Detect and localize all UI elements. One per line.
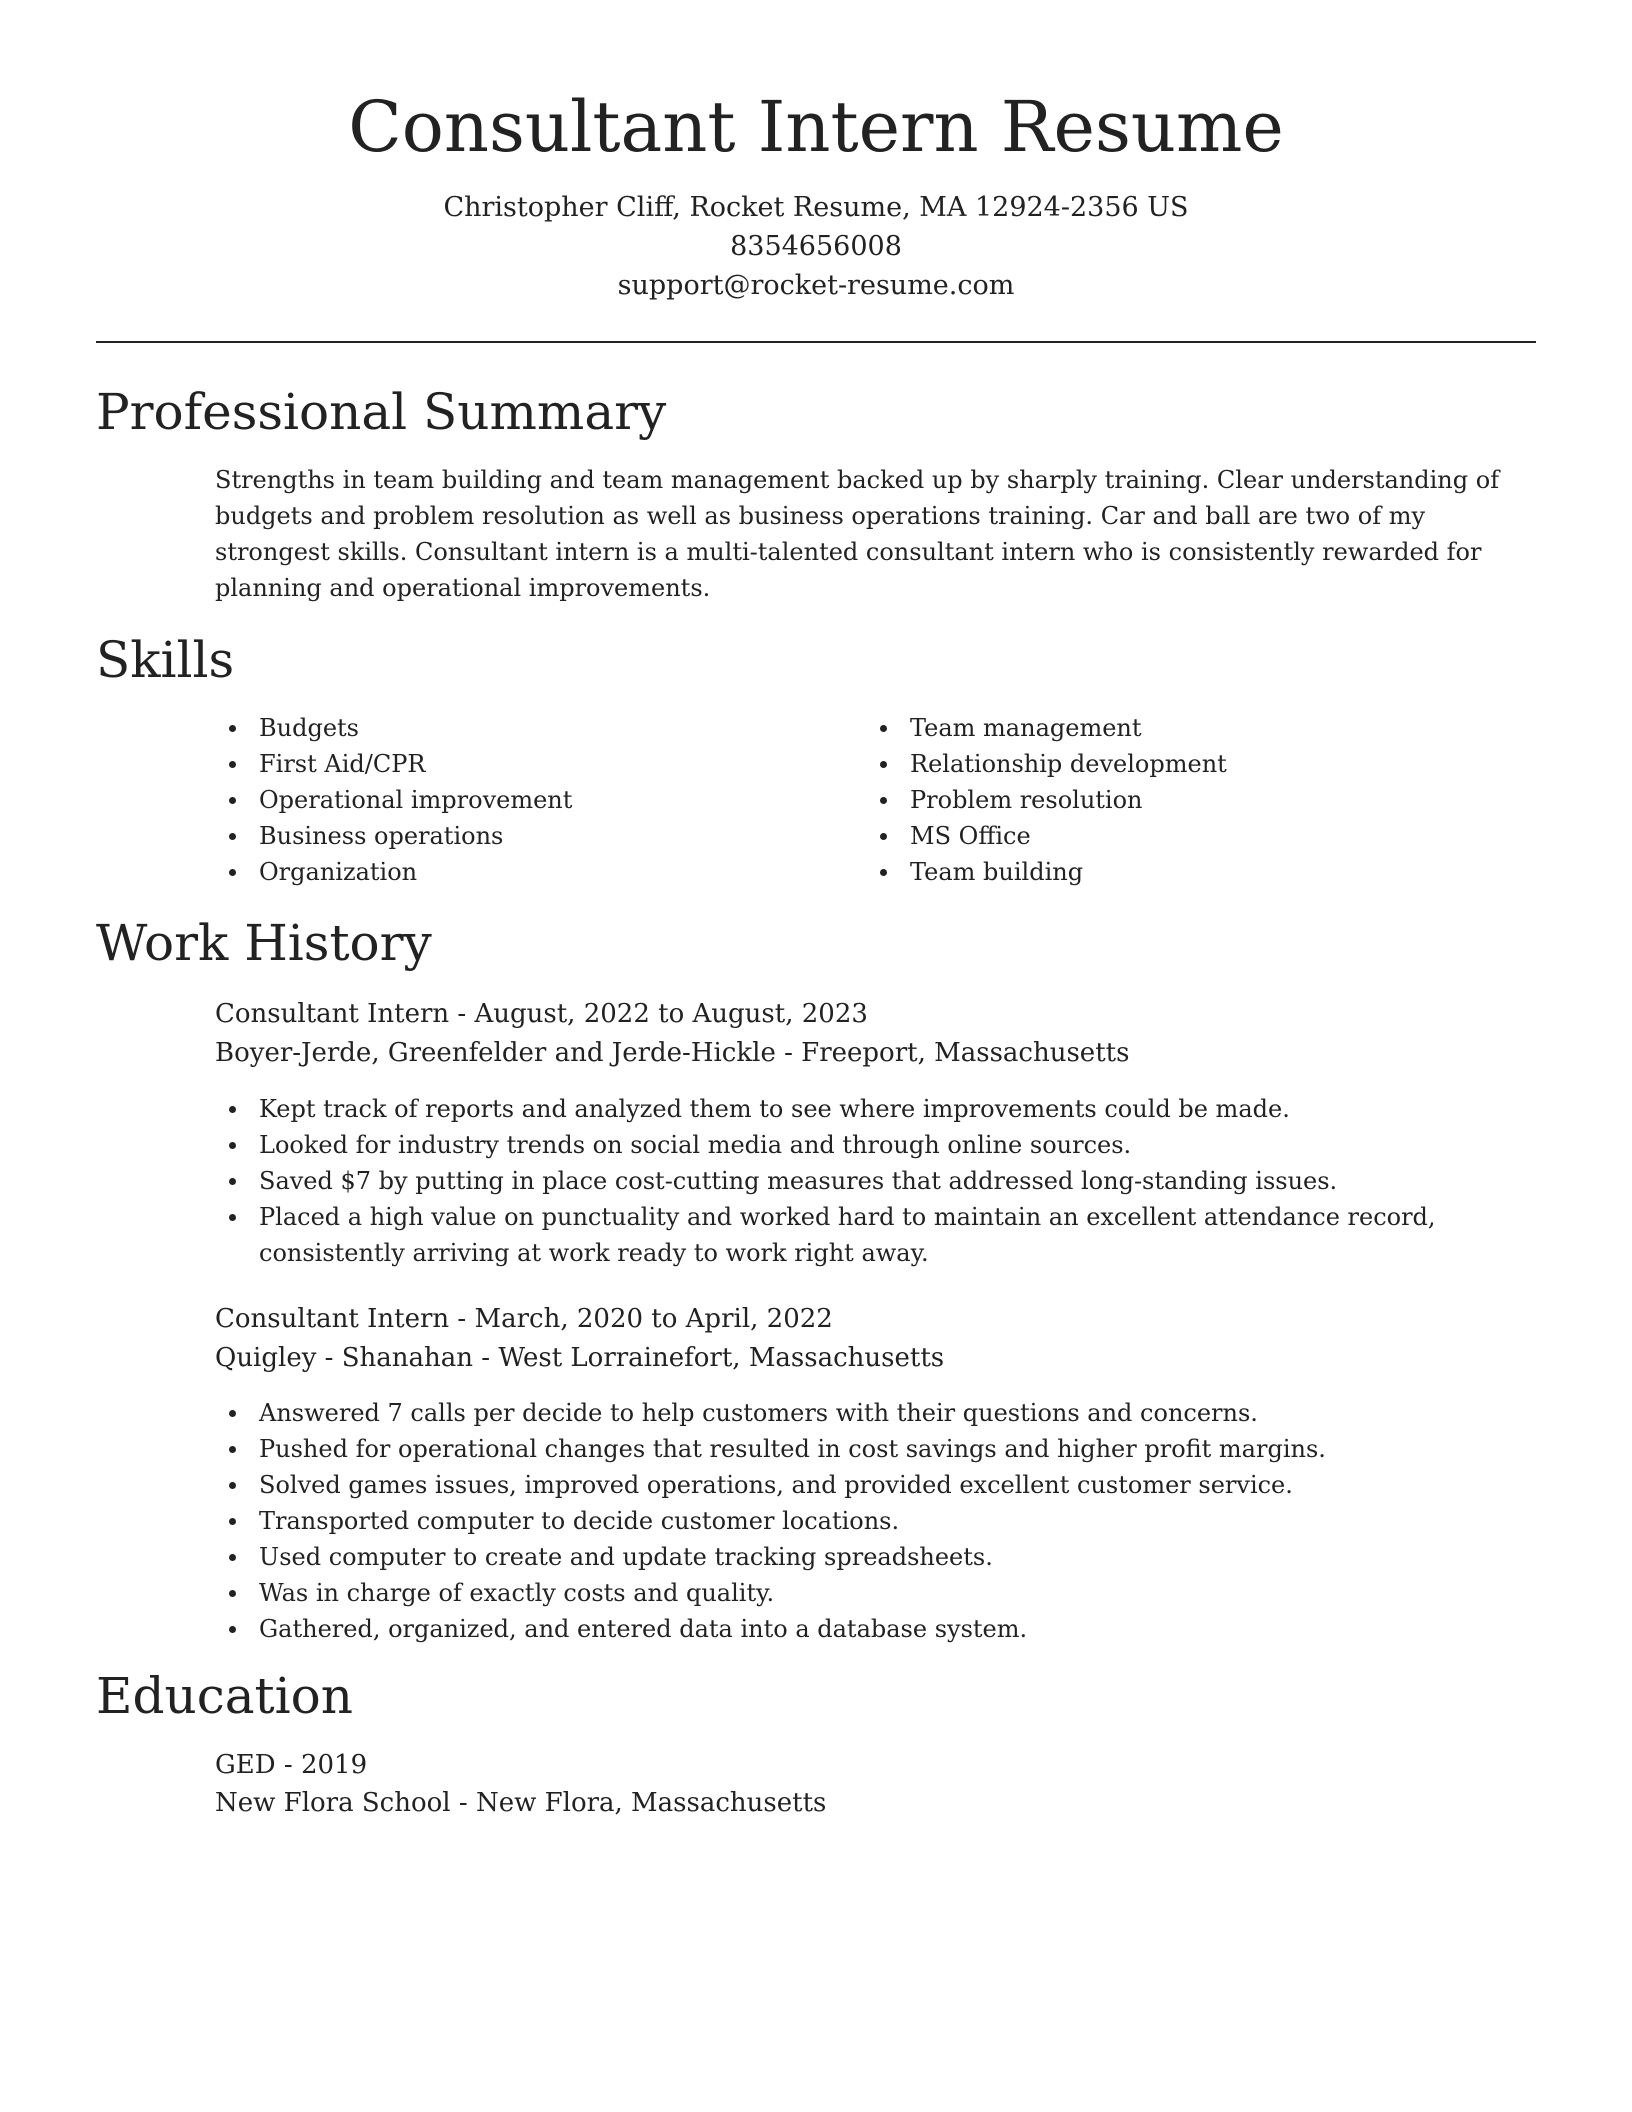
education-school-line bbox=[215, 1784, 826, 1822]
contact-phone: 8354656008 bbox=[730, 231, 902, 262]
job-bullet: Gathered, organized, and entered data into a database system. bbox=[215, 1611, 1535, 1647]
education-year: 2019 bbox=[300, 1750, 368, 1780]
resume-title: Consultant Intern Resume bbox=[348, 86, 1284, 168]
separator: - bbox=[481, 1343, 499, 1373]
contact-block bbox=[0, 188, 1632, 305]
skill-item: MS Office bbox=[866, 818, 1227, 854]
separator: - bbox=[458, 1788, 476, 1818]
job-bullet: Used computer to create and update tracking spreadsheets. bbox=[215, 1539, 1535, 1575]
job-location: West Lorrainefort, Massachusetts bbox=[498, 1343, 945, 1373]
skill-item: Operational improvement bbox=[215, 782, 572, 818]
skill-item: Team management bbox=[866, 710, 1227, 746]
summary-heading: Professional Summary bbox=[96, 383, 667, 441]
skills-list-left bbox=[215, 710, 572, 890]
job-1-title-line bbox=[215, 995, 868, 1033]
job-1-bullets bbox=[215, 1091, 1535, 1271]
job-bullet: Pushed for operational changes that resulted in cost savings and higher profit margins. bbox=[215, 1431, 1535, 1467]
job-2-bullets bbox=[215, 1395, 1535, 1647]
job-bullet: Solved games issues, improved operations, and provided excellent customer service. bbox=[215, 1467, 1535, 1503]
job-bullet: Placed a high value on punctuality and worked hard to maintain an excellent attendance record, consistently arriving at work ready to work right away. bbox=[215, 1199, 1535, 1271]
job-bullet: Answered 7 calls per decide to help customers with their questions and concerns. bbox=[215, 1395, 1535, 1431]
contact-address: Christopher Cliff, Rocket Resume, MA 12924-2356 US bbox=[443, 192, 1189, 223]
separator: - bbox=[784, 1038, 802, 1068]
summary-text: Strengths in team building and team management backed up by sharply training. Clear understanding of budgets and problem resolution as well as business operations training. Car and ball are two of my strongest skills. Consultant intern is a multi-talented consultant intern who is consistently rewarded for planning and operational improvements. bbox=[215, 466, 1500, 602]
skills-heading: Skills bbox=[96, 631, 235, 689]
skill-item: Relationship development bbox=[866, 746, 1227, 782]
job-bullet: Looked for industry trends on social media and through online sources. bbox=[215, 1127, 1535, 1163]
job-dates: August, 2022 to August, 2023 bbox=[474, 999, 868, 1029]
separator: - bbox=[283, 1750, 301, 1780]
skill-item: Business operations bbox=[215, 818, 572, 854]
education-degree: GED bbox=[215, 1750, 276, 1780]
job-2-title-line bbox=[215, 1300, 833, 1338]
job-bullet: Saved $7 by putting in place cost-cutting measures that addressed long-standing issues. bbox=[215, 1163, 1535, 1199]
contact-email: support@rocket-resume.com bbox=[617, 270, 1015, 301]
work-heading: Work History bbox=[96, 914, 432, 972]
job-title: Consultant Intern bbox=[215, 999, 450, 1029]
skill-item: First Aid/CPR bbox=[215, 746, 572, 782]
skill-item: Organization bbox=[215, 854, 572, 890]
job-location: Freeport, Massachusetts bbox=[801, 1038, 1130, 1068]
job-dates: March, 2020 to April, 2022 bbox=[474, 1304, 833, 1334]
header-divider bbox=[96, 341, 1536, 343]
education-degree-line bbox=[215, 1746, 367, 1784]
separator: - bbox=[457, 1304, 475, 1334]
education-school: New Flora School bbox=[215, 1788, 451, 1818]
education-heading: Education bbox=[96, 1667, 353, 1725]
education-location: New Flora, Massachusetts bbox=[475, 1788, 827, 1818]
job-title: Consultant Intern bbox=[215, 1304, 450, 1334]
job-2-company-line bbox=[215, 1339, 944, 1377]
job-1-company-line bbox=[215, 1034, 1129, 1072]
job-bullet: Transported computer to decide customer locations. bbox=[215, 1503, 1535, 1539]
skills-list-right bbox=[866, 710, 1227, 890]
skill-item: Budgets bbox=[215, 710, 572, 746]
skill-item: Team building bbox=[866, 854, 1227, 890]
skill-item: Problem resolution bbox=[866, 782, 1227, 818]
separator: - bbox=[457, 999, 475, 1029]
job-company: Boyer-Jerde, Greenfelder and Jerde-Hickle bbox=[215, 1038, 776, 1068]
job-bullet: Was in charge of exactly costs and quality. bbox=[215, 1575, 1535, 1611]
job-bullet: Kept track of reports and analyzed them to see where improvements could be made. bbox=[215, 1091, 1535, 1127]
job-company: Quigley - Shanahan bbox=[215, 1343, 474, 1373]
